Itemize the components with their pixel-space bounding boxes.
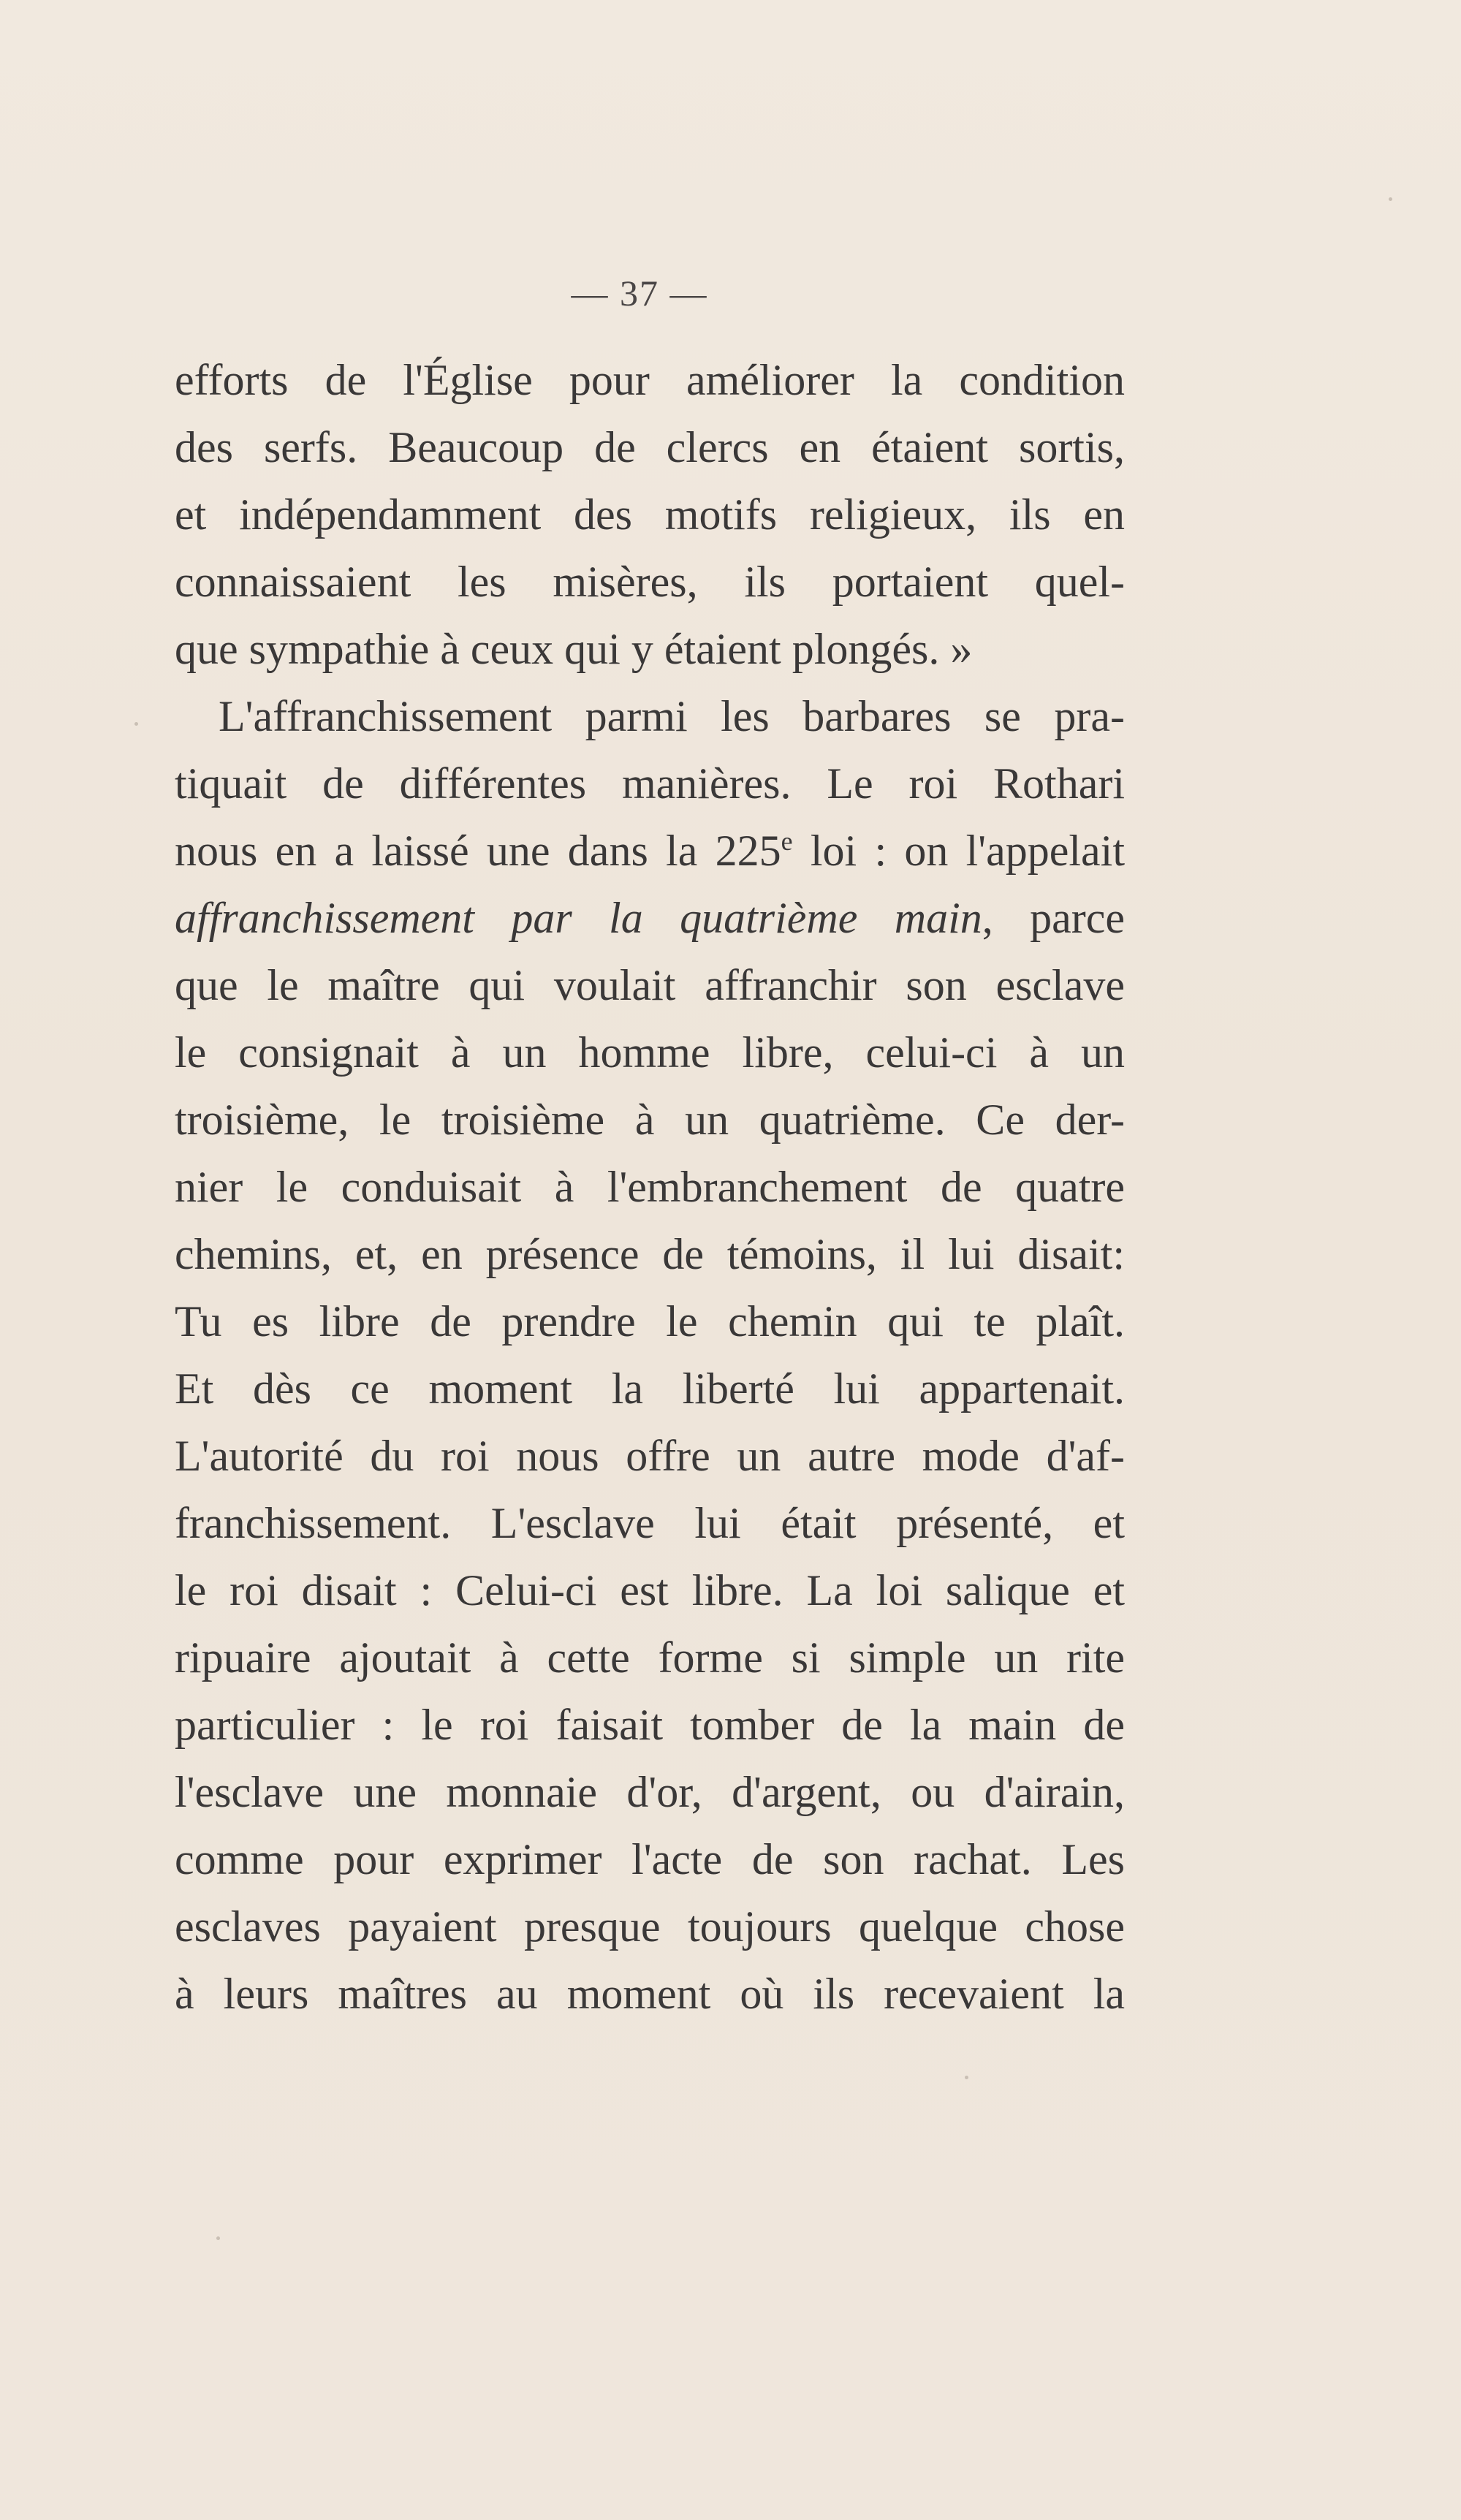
paragraph-first-line: L'affranchissement parmi les barbares se pra- xyxy=(219,692,1125,740)
text-line: des serfs. Beaucoup de clercs en étaient sortis, xyxy=(175,423,1125,471)
text-line: Tu es libre de prendre le chemin qui te plaît. xyxy=(175,1297,1125,1346)
paper-speck xyxy=(134,722,138,726)
text-line: L'autorité du roi nous offre un autre mode d'af- xyxy=(175,1432,1125,1480)
text-line: et indépendamment des motifs religieux, ils en xyxy=(175,490,1125,539)
text-line: connaissaient les misères, ils portaient quel- xyxy=(175,558,1125,606)
text-line: Et dès ce moment la liberté lui appartenait. xyxy=(175,1365,1125,1413)
text-line: troisième, le troisième à un quatrième. Ce der- xyxy=(175,1096,1125,1144)
text-line: tiquait de différentes manières. Le roi Rothari xyxy=(175,759,1125,808)
text-line: ripuaire ajoutait à cette forme si simple un rite xyxy=(175,1633,1125,1682)
text-line-with-italic xyxy=(175,884,1125,952)
text-line: esclaves payaient presque toujours quelque chose xyxy=(175,1902,1125,1951)
page-number: — 37 — xyxy=(571,273,708,314)
paper-speck xyxy=(216,2236,220,2240)
text-fragment: , parce xyxy=(982,894,1125,942)
text-line: comme pour exprimer l'acte de son rachat. Les xyxy=(175,1835,1125,1883)
text-line: particulier : le roi faisait tomber de la main de xyxy=(175,1701,1125,1749)
italic-term: affranchissement par la quatrième main xyxy=(175,894,982,942)
text-line-with-superscript xyxy=(175,817,1125,884)
text-line: chemins, et, en présence de témoins, il lui disait: xyxy=(175,1230,1125,1278)
paper-speck xyxy=(1389,197,1392,201)
text-fragment: nous en a laissé une dans la 225 xyxy=(175,827,781,875)
text-line: le consignait à un homme libre, celui-ci à un xyxy=(175,1028,1125,1077)
text-line: que le maître qui voulait affranchir son esclave xyxy=(175,961,1125,1009)
text-line: à leurs maîtres au moment où ils recevaient la xyxy=(175,1970,1125,2018)
paper-speck xyxy=(965,2076,968,2079)
text-line: le roi disait : Celui-ci est libre. La loi salique et xyxy=(175,1566,1125,1614)
superscript: e xyxy=(781,827,793,856)
text-line: nier le conduisait à l'embranchement de quatre xyxy=(175,1163,1125,1211)
text-fragment: loi : on l'appelait xyxy=(792,827,1125,875)
text-line: efforts de l'Église pour améliorer la condition xyxy=(175,356,1125,404)
text-line: l'esclave une monnaie d'or, d'argent, ou d'airain, xyxy=(175,1768,1125,1816)
text-line: que sympathie à ceux qui y étaient plongés. » xyxy=(175,625,973,673)
text-line: franchissement. L'esclave lui était présenté, et xyxy=(175,1499,1125,1547)
body-text xyxy=(175,346,1125,2027)
